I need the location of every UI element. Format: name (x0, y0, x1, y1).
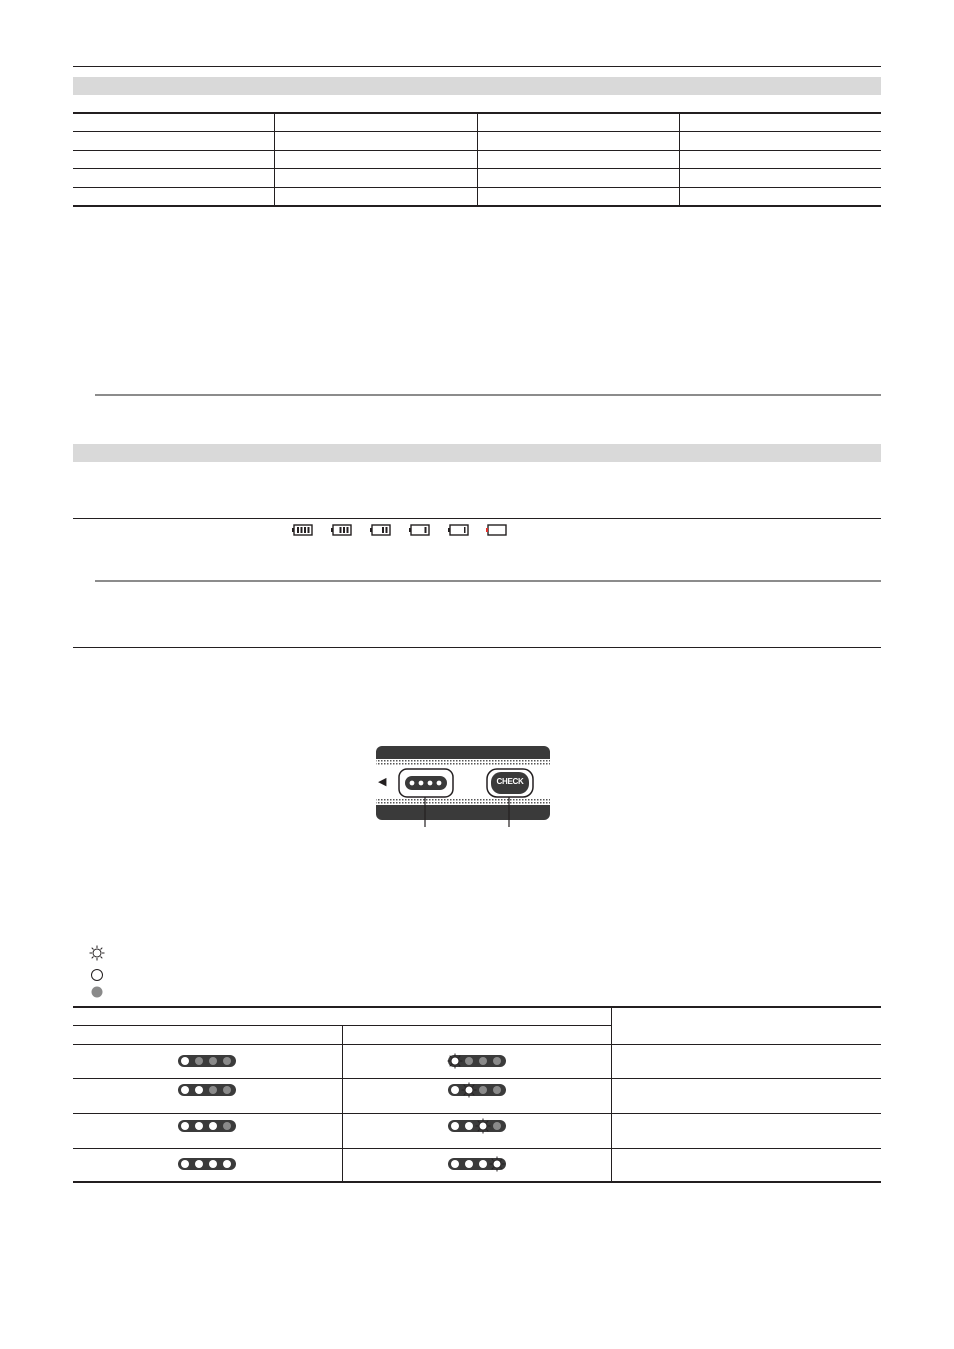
table-column-divider (679, 114, 680, 206)
unlit-lamp-icon (90, 985, 104, 999)
table-column-divider (342, 1026, 343, 1182)
lit-lamp-icon (195, 1160, 203, 1168)
blinking-lamp-icon (89, 945, 105, 961)
lit-lamp-icon (451, 1086, 459, 1094)
lit-lamp-icon (465, 1160, 473, 1168)
indicator-lamp-group (178, 1120, 236, 1132)
blinking-lamp-icon (475, 1118, 491, 1134)
indicator-lamp-group (178, 1158, 236, 1170)
indicator-lamp-group (178, 1055, 236, 1067)
lit-lamp-icon (223, 1160, 231, 1168)
blinking-lamp-icon (447, 1053, 463, 1069)
unlit-lamp-icon (493, 1086, 501, 1094)
battery-check-diagram (375, 745, 551, 827)
table-bottom-rule (73, 1181, 881, 1183)
battery-2-icon (370, 524, 392, 536)
battery-1-icon (409, 524, 431, 536)
table-row-divider (73, 1113, 881, 1114)
table-column-divider (611, 1008, 612, 1182)
section-heading-bar (73, 77, 881, 95)
note-rule (95, 580, 881, 582)
unlit-lamp-icon (493, 1057, 501, 1065)
indicator-lamp-group (448, 1158, 506, 1170)
lit-lamp-icon (465, 1122, 473, 1130)
indicator-lamp-group (448, 1055, 506, 1067)
battery-3-icon (331, 524, 353, 536)
battery-low-icon (448, 524, 470, 536)
lit-lamp-icon (181, 1122, 189, 1130)
indicator-lamp-group (448, 1084, 506, 1096)
lit-lamp-icon (181, 1086, 189, 1094)
blinking-lamp-icon (461, 1082, 477, 1098)
battery-table-top-rule (73, 518, 881, 519)
unlit-lamp-icon (479, 1057, 487, 1065)
left-arrow-icon: ◀ (378, 776, 387, 788)
unlit-lamp-icon (479, 1086, 487, 1094)
check-button[interactable]: CHECK (496, 777, 524, 786)
lit-lamp-icon (195, 1086, 203, 1094)
table-column-divider (477, 114, 478, 206)
unlit-lamp-icon (465, 1057, 473, 1065)
unlit-lamp-icon (195, 1057, 203, 1065)
lit-lamp-icon (90, 968, 104, 982)
battery-empty-icon (486, 524, 508, 536)
lit-lamp-icon (209, 1160, 217, 1168)
unlit-lamp-icon (223, 1086, 231, 1094)
section-heading-bar (73, 444, 881, 462)
table-top-rule (73, 1006, 881, 1008)
table-row-divider (73, 1148, 881, 1149)
indicator-lamp-group (448, 1120, 506, 1132)
unlit-lamp-icon (223, 1122, 231, 1130)
unlit-lamp-icon (209, 1057, 217, 1065)
note-rule (95, 394, 881, 396)
indicator-lamp-group (178, 1084, 236, 1096)
table-row-divider (73, 1078, 881, 1079)
battery-full-icon (292, 524, 314, 536)
page-header-rule (73, 66, 881, 67)
section-end-rule (73, 647, 881, 648)
table-column-divider (274, 114, 275, 206)
lit-lamp-icon (479, 1160, 487, 1168)
unlit-lamp-icon (209, 1086, 217, 1094)
table-row-divider (73, 1044, 881, 1045)
lit-lamp-icon (451, 1122, 459, 1130)
unlit-lamp-icon (223, 1057, 231, 1065)
battery-panel-illustration (375, 745, 551, 827)
lit-lamp-icon (195, 1122, 203, 1130)
lit-lamp-icon (209, 1122, 217, 1130)
blinking-lamp-icon (489, 1156, 505, 1172)
unlit-lamp-icon (493, 1122, 501, 1130)
lit-lamp-icon (181, 1057, 189, 1065)
lit-lamp-icon (451, 1160, 459, 1168)
lit-lamp-icon (181, 1160, 189, 1168)
